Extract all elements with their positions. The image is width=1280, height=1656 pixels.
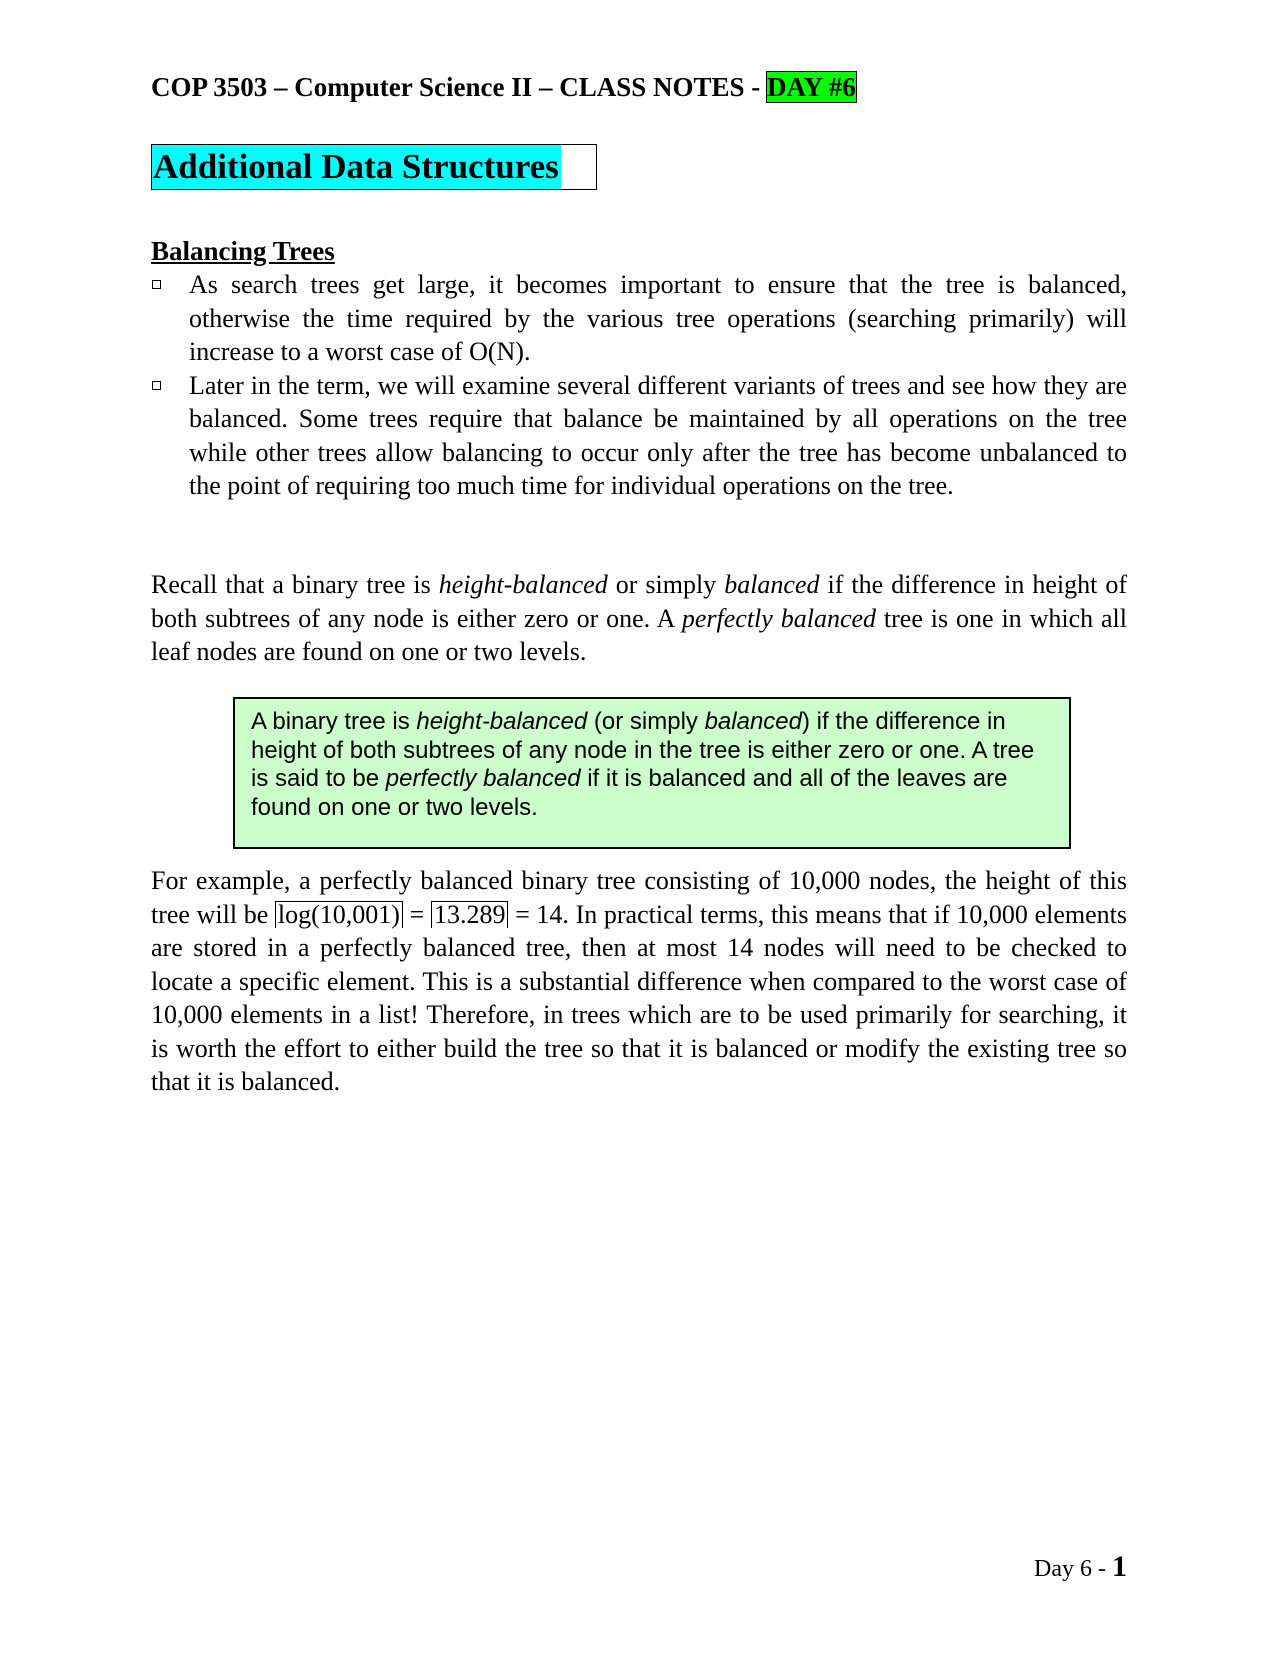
day-label: DAY #6 bbox=[767, 72, 856, 102]
square-bullet-icon bbox=[152, 280, 161, 289]
footer-label: Day 6 - bbox=[1034, 1556, 1112, 1582]
definition-box: A binary tree is height-balanced (or simply balanced) if the difference in height of both subtrees of any node in the tree is either zero or one. A tree is said to be perfectly balanced if it is balanced and all of the leaves are found on one or two levels. bbox=[233, 697, 1071, 849]
list-item: Later in the term, we will examine several different variants of trees and see how they are balanced. Some trees require that balance be maintained by all operations on the tree while other trees allow balancing to occur only after the tree has become unbalanced to the point of requiring too much time for individual operations on the tree. bbox=[151, 369, 1127, 503]
paragraph-recall: Recall that a binary tree is height-balanced or simply balanced if the difference in height of both subtrees of any node is either zero or one. A perfectly balanced tree is one in which all leaf nodes are found on one or two levels. bbox=[151, 570, 1128, 666]
ceiling-expression: 13.289 bbox=[431, 901, 509, 928]
ceiling-expression: log(10,001) bbox=[275, 901, 403, 928]
course-title: COP 3503 – Computer Science II – CLASS NOTES - bbox=[151, 72, 768, 102]
section-title bbox=[151, 144, 597, 190]
bullet-list bbox=[151, 268, 1127, 503]
list-item: As search trees get large, it becomes important to ensure that the tree is balanced, otherwise the time required by the various tree operations (searching primarily) will increase to a worst case of O(N). bbox=[151, 268, 1127, 369]
square-bullet-icon bbox=[152, 381, 161, 390]
page-footer bbox=[1034, 1550, 1127, 1584]
page-header bbox=[151, 72, 856, 103]
paragraph-example: For example, a perfectly balanced binary tree consisting of 10,000 nodes, the height of this tree will be log(10,001) = 13.289 = 14. In practical terms, this means that if 10,000 elements are stored in a perfectly balanced tree, then at most 14 nodes will need to be checked to locate a specific element. This is a substantial difference when compared to the worst case of 10,000 elements in a list! Therefore, in trees which are to be used primarily for searching, it is worth the effort to either build the tree so that it is balanced or modify the existing tree so that it is balanced. bbox=[151, 866, 1128, 1096]
page-number: 1 bbox=[1112, 1550, 1127, 1583]
subheading: Balancing Trees bbox=[151, 236, 335, 266]
section-title-text: Additional Data Structures bbox=[152, 145, 561, 189]
